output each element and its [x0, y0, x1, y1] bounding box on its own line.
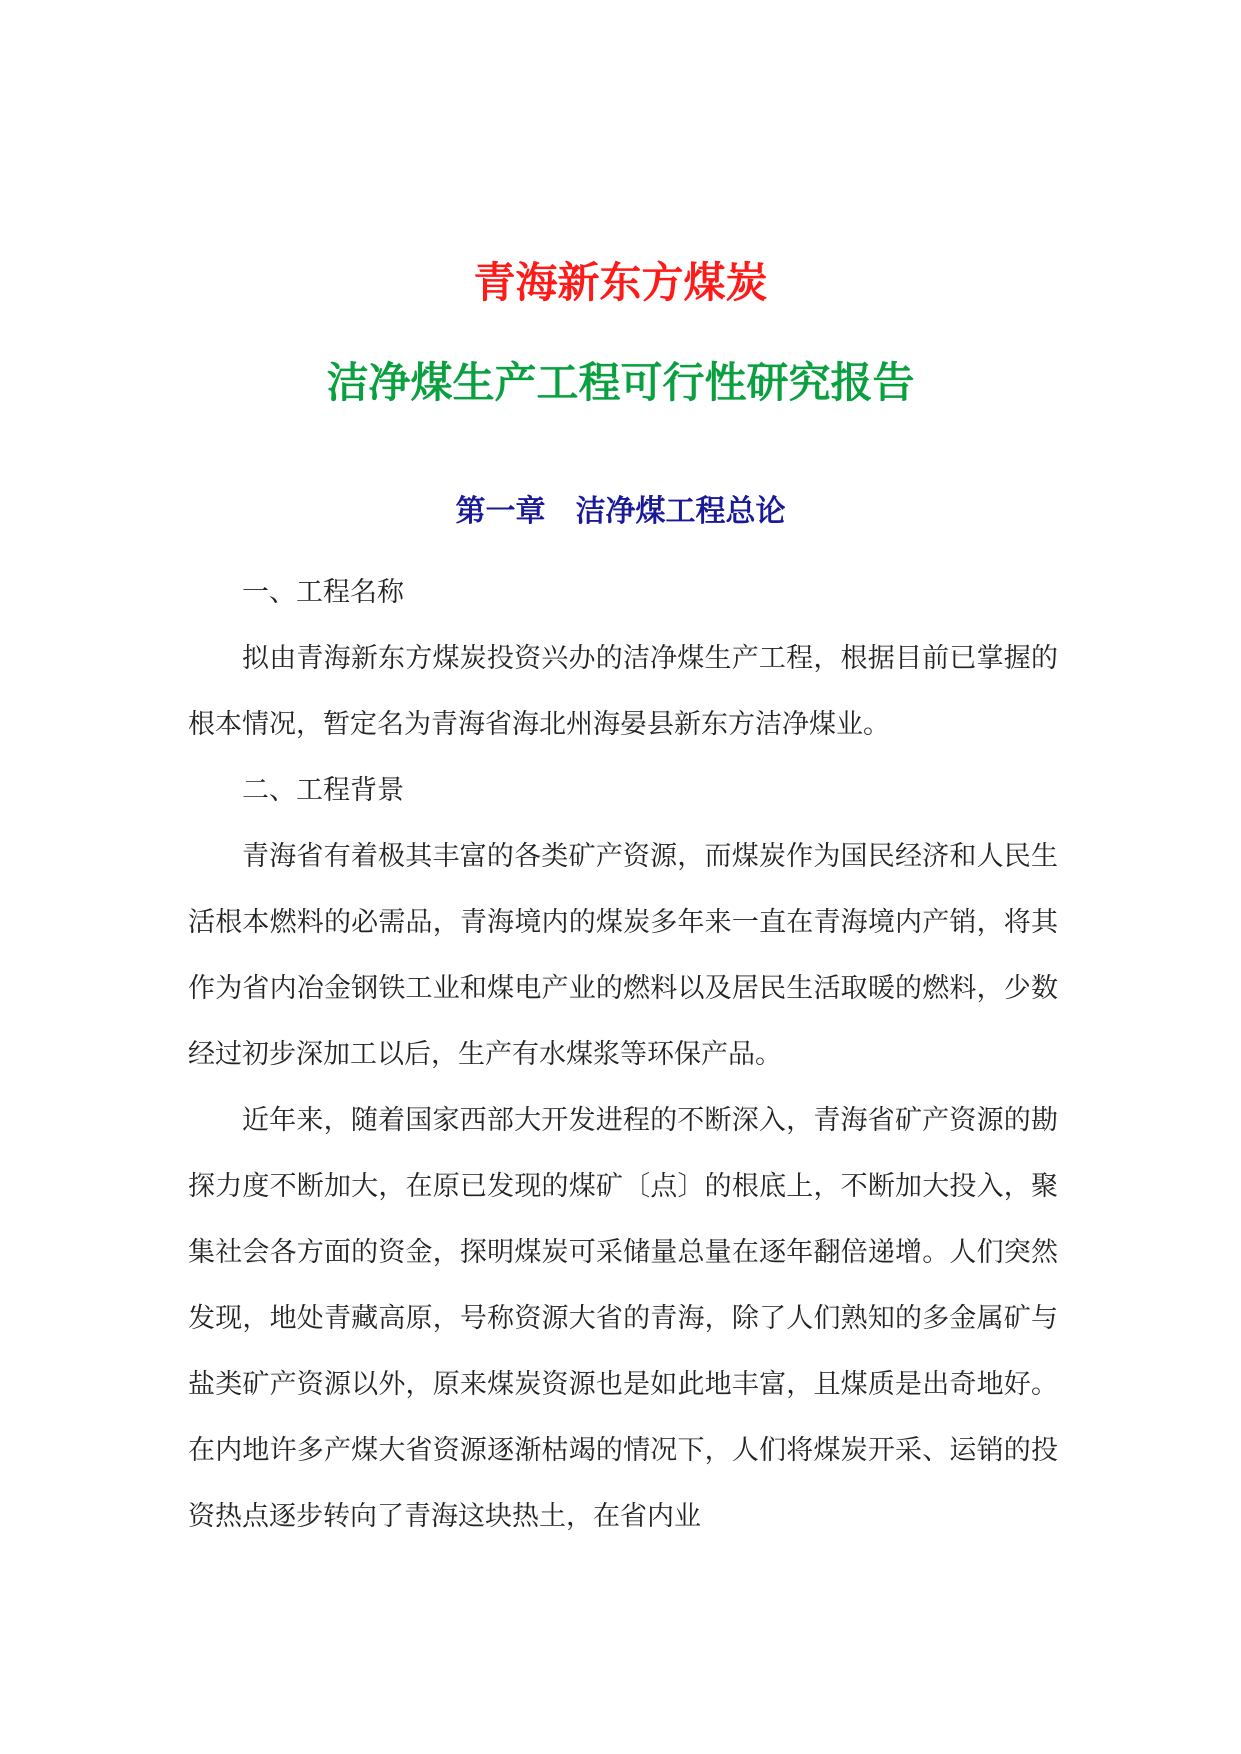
document-title: 青海新东方煤炭: [473, 258, 768, 307]
paragraph-background-2: 近年来，随着国家西部大开发进程的不断深入，青海省矿产资源的勘探力度不断加大，在原已发现的煤矿〔点〕的根底上，不断加大投入，聚集社会各方面的资金，探明煤炭可采储量总量在逐年翻倍递增。人们突然发现，地处青藏高原，号称资源大省的青海，除了人们熟知的多金属矿与盐类矿产资源以外，原来煤炭资源也是如此地丰富，且煤质是出奇地好。在内地许多产煤大省资源逐渐枯竭的情况下，人们将煤炭开采、运销的投资热点逐步转向了青海这块热土，在省内业: [188, 1105, 1058, 1532]
document-body: [188, 560, 1058, 1550]
chapter-heading: [0, 492, 1241, 532]
document-subtitle: 洁净煤生产工程可行性研究报告: [326, 358, 915, 407]
paragraph-project-name: 拟由青海新东方煤炭投资兴办的洁净煤生产工程，根据目前已掌握的根本情况，暂定名为青海省海北州海晏县新东方洁净煤业。: [188, 643, 1058, 740]
chapter-number: 第一章: [455, 494, 546, 529]
section-heading-background: 二、工程背景: [242, 775, 404, 806]
section-heading-name: 一、工程名称: [242, 577, 404, 608]
chapter-title: 洁净煤工程总论: [575, 494, 786, 529]
paragraph-background-1: 青海省有着极其丰富的各类矿产资源，而煤炭作为国民经济和人民生活根本燃料的必需品，青海境内的煤炭多年来一直在青海境内产销，将其作为省内冶金钢铁工业和煤电产业的燃料以及居民生活取暖的燃料，少数经过初步深加工以后，生产有水煤浆等环保产品。: [188, 841, 1058, 1070]
